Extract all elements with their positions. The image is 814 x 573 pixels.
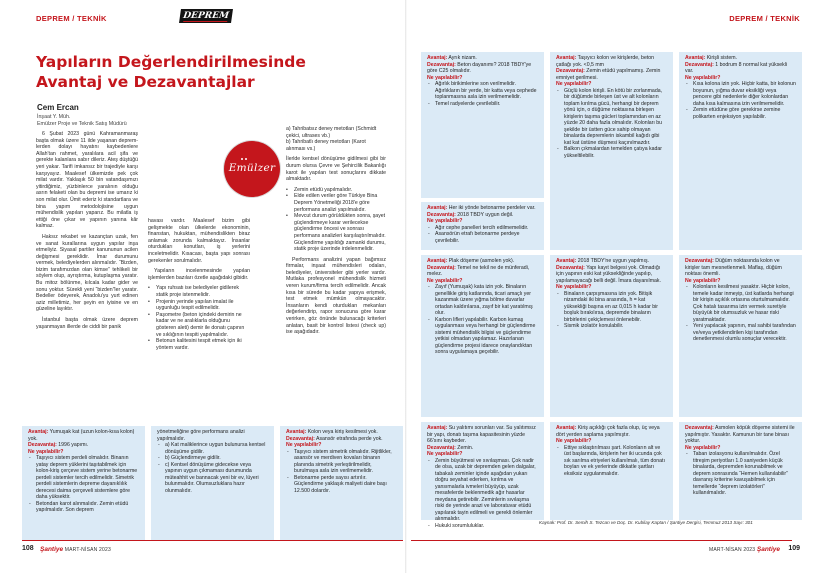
- paragraph: İstanbul başta olmak üzere deprem yaşanmayan illerde de ciddi bir panik: [36, 317, 138, 330]
- card-value: Asansör etrafında perde yok.: [314, 435, 383, 442]
- card-row: [556, 265, 667, 285]
- checklist-card: [550, 255, 673, 417]
- checklist-card: [22, 426, 145, 540]
- card-list: [427, 225, 538, 245]
- card-row: [556, 425, 667, 438]
- card-value: Su yalıtımı sorunları var. Su yalıtımsız bir yapı, donatı taşıma kapasitesinin yüzde 66'sını kaybeder.: [427, 425, 536, 444]
- magazine-logo: DEPREM: [179, 9, 233, 23]
- card-list: [556, 88, 667, 160]
- paragraph: Performans analizini yapan bağımsız firmalar, inşaat mühendisleri odaları, belediyeler, üniversiteler gibi yerler vardır. Mutlaka profesyonel mühendislik hizmeti veren kurum/firma tercih edilmelidir. Ancak kısa bir sürede bu kadar yapıya erişmek, test etmek mümkün olmayacaktır. İnsanların kendi oturdukları mekanları değerlendirip, rapor sonucuna göre karar verirken, göz önünde bulunacağı kriterleri anlatan, basit bir kontrol listesi (check up) ise aşağıdadır.: [286, 256, 386, 336]
- card-list-item: - Kolonların kesilmesi yasaktır. Hiçbir kolon, temele kadar inmeyip, üst katlarda herhangi bir kirişin açıklık ortasına oturtulmamalıdır. Çok hatalı tasarıma izin vermek suretiyle büyüyük bir olumsuzluk ve hasar riski yaratmaktadır.: [686, 284, 794, 323]
- list-item: • Zemin etüdü yapılmalıdır.: [286, 186, 353, 193]
- card-label: Ne yapılabilir?: [427, 74, 463, 81]
- card-list-item: - Betonarme perde sayısı artırılır. Güçlendirme yaklaşık maliyeti daire başı 12.500 dolardır.: [287, 474, 387, 494]
- card-value: 2018 TBDY uygun değil.: [455, 211, 514, 218]
- card-label: Dezavantaj:: [427, 61, 456, 68]
- card-label: Dezavantaj:: [556, 264, 585, 271]
- list-item: • Betonun kalitesini tespit etmek için iki yöntem vardır.: [148, 338, 242, 351]
- card-value: Kirişli sistem.: [705, 55, 737, 61]
- card-label: Dezavantaj:: [685, 258, 714, 264]
- card-label: Dezavantaj:: [685, 425, 714, 431]
- card-row: [556, 55, 667, 68]
- card-list-item: - Ettiye sıklaştırılması şart. Kolonların alt ve üst başlarında, kirişlerin her iki ucunda çok sık sarılma etriyeleri kullanılmalı, tüm donatı boyları ve ek yerlerinde dikkatle şartları eksiksiz uygulanmalıdır.: [557, 444, 665, 477]
- checklist-card: [679, 255, 802, 417]
- card-list-item: - Taşıyıcı sistem perdeli olmalıdır. Binanın yatay deprem yüklerini taşıtabilmek için kolon-kiriş çerçeve sistem yerine betonarme perdeli sistemler tercih edilmelidir. Simetrik perdeli sistemlerin depreme dayanıklılık derecesi daima çerçeveli sistemlere göre daha yüksektir.: [29, 455, 138, 500]
- card-label: Ne yapılabilir?: [685, 277, 721, 284]
- author-degree: İnşaat Y. Müh.: [37, 114, 71, 120]
- author-position: Emülzer Proje ve Teknik Satış Müdürü: [37, 121, 127, 127]
- card-list-item: - Temel radyelerde çevrilebilir.: [428, 100, 501, 107]
- card-list: [556, 291, 667, 330]
- card-list: [685, 284, 796, 343]
- emulzer-logo-text: Emülzer: [228, 162, 276, 174]
- list-item: • Elde edilen veriler göre Türkiye Bina Deprem Yönetmeliği 2018'e göre performans analizi yapılmalıdır.: [286, 193, 378, 213]
- article-title: Yapıların Değerlendirilmesinde Avantaj ve Dezavantajlar: [36, 53, 306, 91]
- checklist-card: [421, 255, 544, 417]
- card-list-item: - b) Güçlendirmeye gidilir.: [158, 455, 221, 461]
- card-list: [427, 458, 538, 530]
- card-list-item: - Kısa kolona izin yok. Hiçbir katta, bir kolonun boyunun, yığma duvar eksikliği veya pencere gibi nedenlerle diğer kolonlardan daha kısa kalmasına izin verilmemelidir.: [686, 81, 796, 107]
- card-row: [427, 265, 538, 278]
- article-column-3: [286, 126, 386, 340]
- paragraph: Haksız rekabet ve kazançtan uzak, fen ve sanat kurallarına uygun yapılar inşa etmeliyiz. Siyasal partiler kanununun acilen değişmesi gereklidir. İmar durumunu vermek, belediyelerden alınmalıdır. “Bizden, bizim tarafımızdan olan kimse” tehlikeli bir söylem olup, ayrıştırma, kutuplaşma yaratır. Bu mitoz bölünme, kılcala kadar gider ve sonu yoktur. Sürekli yeni “bizden”ler yaratır. Bedeller ödeyerek, Anadolu'yu yurt edinen aziz milletimiz, her şeyin en iyisine ve en güzeline layıktır.: [36, 233, 138, 313]
- author-name: Cem Ercan: [37, 103, 79, 112]
- card-label: Dezavantaj:: [286, 435, 315, 442]
- card-row: [685, 62, 796, 75]
- card-row: [28, 429, 139, 442]
- card-label: Avantaj:: [685, 55, 706, 61]
- list-item: • Paşometre (beton içindeki demirin ne kadar ve ne aralıklarla olduğunu gösteren aleti) demir ile donatı çapının ve sıklığının tespiti yapılmalıdır.: [148, 311, 245, 338]
- paragraph: Yapıların incelenmesinde yapılan işlemlerden bazıları özetle aşağıdaki gibidir.: [148, 268, 250, 281]
- card-label: Ne yapılabilir?: [556, 284, 592, 290]
- card-label: Avantaj:: [286, 429, 307, 435]
- section-label-left: DEPREM / TEKNİK: [36, 14, 107, 23]
- card-row: [427, 62, 538, 75]
- list-item: • Yapı ruhsatı ise belediyeler gidilerek statik proje istenmelidir.: [148, 285, 239, 298]
- footer-left: [40, 546, 111, 553]
- card-list-item: - Taban izolasyonu kullanılmalıdır. Özel titreşim periyotları 1.0 saniyeden küçük binalarda, depremden korunabilmek ve deprem sonrasında “Hemen kullanılabilir” davranış kriterine kavuşabilmek için temellerde “deprem izolatörleri” kullanılmalıdır.: [686, 451, 788, 496]
- card-intro: yönetmeliğine göre performans analizi yapılmalıdır.: [157, 429, 245, 442]
- card-list-item: - a) Kat maliklerince uygun bulunursa kentsel dönüşüme gidilir.: [158, 442, 266, 455]
- card-label: Avantaj:: [427, 55, 448, 61]
- footer-rule: [411, 540, 792, 541]
- card-list-item: - Karbon lifleri yapılabilir. Karbon kumaş uygulanması veya herhangi bir güçlendirme sistemi mühendislik bilgisi ve güçlendirme yetkisi olmadan yapılamaz. Hazırlanan güçlendirme projesi idarece onaylandıktan sonra uygulamaya geçebilir.: [428, 316, 536, 355]
- card-list: [157, 442, 268, 494]
- card-label: Dezavantaj:: [28, 442, 57, 448]
- section-label-right: DEPREM / TEKNİK: [729, 14, 800, 23]
- card-label: Avantaj:: [28, 429, 49, 435]
- card-label: Ne yapılabilir?: [556, 81, 592, 87]
- card-list: [286, 449, 397, 495]
- paragraph: havası vardır. Maalesef bizim gibi gelişmekte olan ülkelerde ekonominin, finanstan, hukuktan, mühendislikten biraz anlamak zorunda kalmaktayız. İnsanlar oturdukları konutları, iş yerlerini inceletmelidir. Kısacası, başta yapı sonrası gerekenler sorulmalıdır.: [148, 218, 250, 264]
- card-value: Asmolen köpük döşeme sistemi ile yapılmıştır. Yasaktır. Kamunun bir tane binası yoktur.: [685, 425, 795, 444]
- card-label: Dezavantaj:: [427, 264, 456, 271]
- card-label: Avantaj:: [427, 258, 448, 264]
- card-value: Taşıyıcı kolon ve kirişlerde, beton çatlağı yok. <0,5 mm: [556, 55, 655, 68]
- source-note: Kaynak: Prof. Dr. Semih S. Tezcan ve Doç. Dr. Kubilay Kaptan / Şantiye Dergisi, Temmuz 2013 Sayı: 301: [539, 520, 753, 525]
- card-value: Her iki yönde betonarme perdeler var.: [447, 205, 536, 211]
- card-value: Kolon veya kiriş kesilmesi yok.: [306, 429, 378, 435]
- card-list: [556, 445, 667, 478]
- footer-brand-left: Şantiye: [40, 546, 64, 553]
- card-value: Düğüm noktasında kolon ve kirişler tam mesnetlenmeli. Maflaş, düğüm noktası önemli.: [685, 258, 782, 277]
- author-role: [37, 114, 127, 128]
- card-label: Avantaj:: [556, 425, 577, 431]
- card-value: 1 bodrum 8 normal kat yüksekli var.: [685, 61, 788, 74]
- card-list-item: - c) Kentsel dönüşüme gidecekse veya yapının uygun çıkmaması durumunda müteahhit ve bannacak yeni bir ev, lüyeri bulunmalıdır. Olumsuzluklara hazır olunmalıdır.: [158, 461, 259, 494]
- card-list-item: - Güçlü kolon kirişli. En kötü bir zorlanmada, bir düğümde birleşen üst ve alt kolonların toplam kırılma gücü, herhangi bir deprem yönü için, o düğüme noktasına birleşen kirişlerin taşıma gücleri toplamından en az yüzde 20 daha fazla olmalıdır. Kolonları bu şekilde bir üstten güce sahip olmayan binalarda depremlerin iskambil kağıdı gibi kat kat üstüne düşmesi kaçınılmazdır.: [557, 87, 663, 146]
- checklist-card: [550, 422, 673, 520]
- list-item: • Mevcut durum görüldükten sonra, şayet güçlendirmeye karar verilecekse güçlendirme öncesi ve sonrası performans analizleri karşılaştırılmalıdır. Güçlendirme yapıldığı zamanki durumu, statik proje üzerinde irdelenmelidir.: [286, 213, 386, 253]
- card-value: Beton dayanımı? 2018 TBDY'ye göre C25 olmalıdır.: [427, 61, 532, 74]
- card-value: Yapı kayıt belgesi yok. Olmadığı için yapının eski kat yüksekliğinde yapılıp, yapılamayacağı belli değil. İmara dayanılmak.: [556, 264, 661, 284]
- card-label: Dezavantaj:: [427, 211, 456, 218]
- checklist-card: [679, 422, 802, 520]
- card-label: Ne yapılabilir?: [685, 74, 721, 81]
- checklist-card: [421, 52, 544, 198]
- page-number-left: 108: [22, 545, 34, 552]
- card-label: Ne yapılabilir?: [427, 277, 463, 284]
- card-list-item: - Balkon çıkmalardan temelden çatıya kadar yükseltilebilir.: [557, 146, 663, 159]
- card-label: Avantaj:: [556, 55, 577, 61]
- check-list: [148, 285, 250, 351]
- card-label: Dezavantaj:: [685, 61, 714, 68]
- card-label: Dezavantaj:: [427, 444, 456, 451]
- card-list-item: - Betondan karot alınmalıdır. Zemin etüdü yapılmalıdır. Son deprem: [29, 500, 129, 513]
- card-value: 1996 yapımı.: [56, 442, 89, 448]
- card-list-item: - Sismik izolatör konulabilir.: [557, 323, 624, 329]
- card-label: Ne yapılabilir?: [685, 444, 721, 451]
- card-list-item: - Zemin büyütmesi ve sıvılaşması. Çok nadir de olsa, uzak bir depremden gelen dalgalar, tabakalı zeminler içinde aşağıdan yukarı doğru seyahat ederken, kırılma ve yansımalarla ivmeleri büyüyüp, uzak mesafelerde beklenmedik ağır hasarlar meydana getirebilir. Zeminlerin sıvılaşma riski de yerinde arazi ve laboratuvar etüdü yapılarak tayin edilmeli ve gerekli önlemler alınmalıdır.: [428, 457, 536, 522]
- card-list-item: - Taşıyıcı sistem simetrik olmalıdır. Rijitlikler, asansör ve merdiven kovaları binanın planında simetrik yerleştirilmelidir, burulmaya asla izin verilmemelidir.: [287, 448, 392, 474]
- card-list-item: - Asansörün etrafı betonarme perdeye çevrilebilir.: [428, 231, 520, 244]
- card-value: Kiriş açıklığı çok fazla olup, üç veya dört yerden saplama yapılmıştır.: [556, 425, 660, 438]
- footer-right: [709, 546, 780, 553]
- card-label: Ne yapılabilir?: [286, 442, 322, 448]
- checklist-card: [421, 422, 544, 529]
- card-value: Ayrık nizam.: [447, 55, 477, 61]
- list-item: • Projenin yerinde yapılan imalat ile uygunluğu tespit edilmelidir.: [148, 298, 234, 312]
- list-item: b) Tahribatlı deney metotları (Karot alınması vs.): [286, 139, 366, 152]
- checklist-card: [421, 202, 544, 250]
- card-list: [28, 455, 139, 514]
- card-label: Avantaj:: [556, 258, 577, 264]
- card-value: Zemin.: [455, 444, 474, 451]
- card-row: [427, 425, 538, 445]
- method-list: [286, 126, 386, 152]
- emulzer-logo: [224, 141, 280, 197]
- card-list-item: - Zemin etüdüne göre gerekirse zemine polikarten enjeksiyon yapılabilir.: [686, 107, 781, 120]
- card-list: [427, 284, 538, 356]
- paragraph: İlerlde kentsel dönüşüme gidilmesi gibi bir durum olursa Çevre ve Şehircilik Bakanlığı karot ile yapılan test sonuçlarını dikkate almaktadır.: [286, 156, 386, 183]
- card-label: Ne yapılabilir?: [28, 448, 64, 455]
- check-list: [286, 187, 386, 253]
- right-page: [407, 0, 814, 573]
- card-label: Dezavantaj:: [556, 68, 585, 74]
- card-label: Avantaj:: [427, 425, 448, 431]
- left-checklist-cards: [22, 426, 403, 540]
- card-value: Yumuşak kat (uzun kolon-kısa kolon) yok.: [28, 429, 135, 442]
- card-list: [685, 81, 796, 120]
- checklist-card: [679, 52, 802, 250]
- checklist-card: [280, 426, 403, 540]
- card-list: [685, 451, 796, 497]
- card-list-item: - Binaların çarpışmasına izin yok. Bitişik nizamdaki iki bina arasında, h = kat yüksekliği başına en az 0,015 h kadar bir boşluk bırakılırsa, depremde binaların birbirlerini çekiçlemesi önlenebilir.: [557, 290, 659, 323]
- footer-issue-left: MART-NİSAN 2023: [64, 547, 111, 553]
- card-value: 2018 TBDY'ne uygun yapılmış.: [576, 258, 649, 264]
- card-label: Avantaj:: [427, 205, 448, 211]
- list-item: a) Tahribatsız deney metotları (Schmidt çekici, ultrases vb.): [286, 126, 377, 139]
- card-list-item: - Hukuki sorumluluklar.: [428, 522, 485, 529]
- card-label: Ne yapılabilir?: [427, 451, 463, 457]
- paragraph: 6 Şubat 2023 günü Kahramanmaraş başta olmak üzere 11 ilde yaşanan depremlerden dolayı hayatını kaybedenlere Allah'tan rahmet, yaralılara acil şifa ve gerekte kalanlara sabır dileriz. Ateş düştüğü yeri yakar. Tarifi imkansız bir trajediyle karşı karşıyayız. Maalesef ülkemizde pek çok milat vardır. Yaklaşık 50 bin vatandaşımızı yitirdiğimiz, yüzbinlerce yaralının olduğu asrın felaketi olan bu depremi ise umarız ki son milat olur. Ümit ederiz ki standartlara ve bina yapım metodolojisine uygun mühendislik yapıları yaparız. Bu milatla iş ettiği öne çıkar ve yapının yanına kâr kalmaz.: [36, 131, 138, 230]
- card-list-item: - Zayıf (Yumuşak) kata izin yok. Binaların genellikle giriş katlarında, ticari amaçlı yer kazanmak üzere yığma bölme duvarlar ortadan kaldırılarsa, zayıf bir kat yaratılmış olur.: [428, 284, 533, 316]
- card-row: [685, 425, 796, 445]
- card-row: [556, 68, 667, 81]
- footer-brand-right: Şantiye: [756, 546, 780, 553]
- card-label: Ne yapılabilir?: [556, 438, 592, 444]
- checklist-card: [151, 426, 274, 540]
- article-column-2: [148, 218, 250, 355]
- checklist-card: [550, 52, 673, 250]
- card-value: Temel ne tekil ne de münferadi, melez.: [427, 264, 530, 277]
- card-value: Plak döşeme (asmolen yok).: [447, 258, 515, 264]
- card-list-item: - Ağırlık birikimlerine son verilmelidir. Ağırlıkların bir yerde, bir katta veya cephede toplanmasına asla izin verilmemelidir.: [428, 81, 537, 100]
- page-number-right: 109: [788, 545, 800, 552]
- article-column-1: [36, 131, 138, 334]
- card-list: [427, 81, 538, 107]
- card-value: Zemin etüdü yapılmamış. Zemin emniyet gerilmesi.: [556, 68, 661, 81]
- footer-issue-right: MART-NİSAN 2023: [709, 547, 756, 553]
- card-list-item: - Ağır cephe panelleri tercih edilmemelidir.: [428, 224, 529, 231]
- card-label: Ne yapılabilir?: [427, 218, 463, 224]
- card-row: [685, 258, 796, 278]
- card-list-item: - Yeni yapılacak yapının, mal sahibi tarafından ve/veya yetkilendirilen kişi tarafından denetlenmesi olumlu sonuçlar verecektir.: [686, 323, 796, 342]
- footer-rule: [22, 540, 403, 541]
